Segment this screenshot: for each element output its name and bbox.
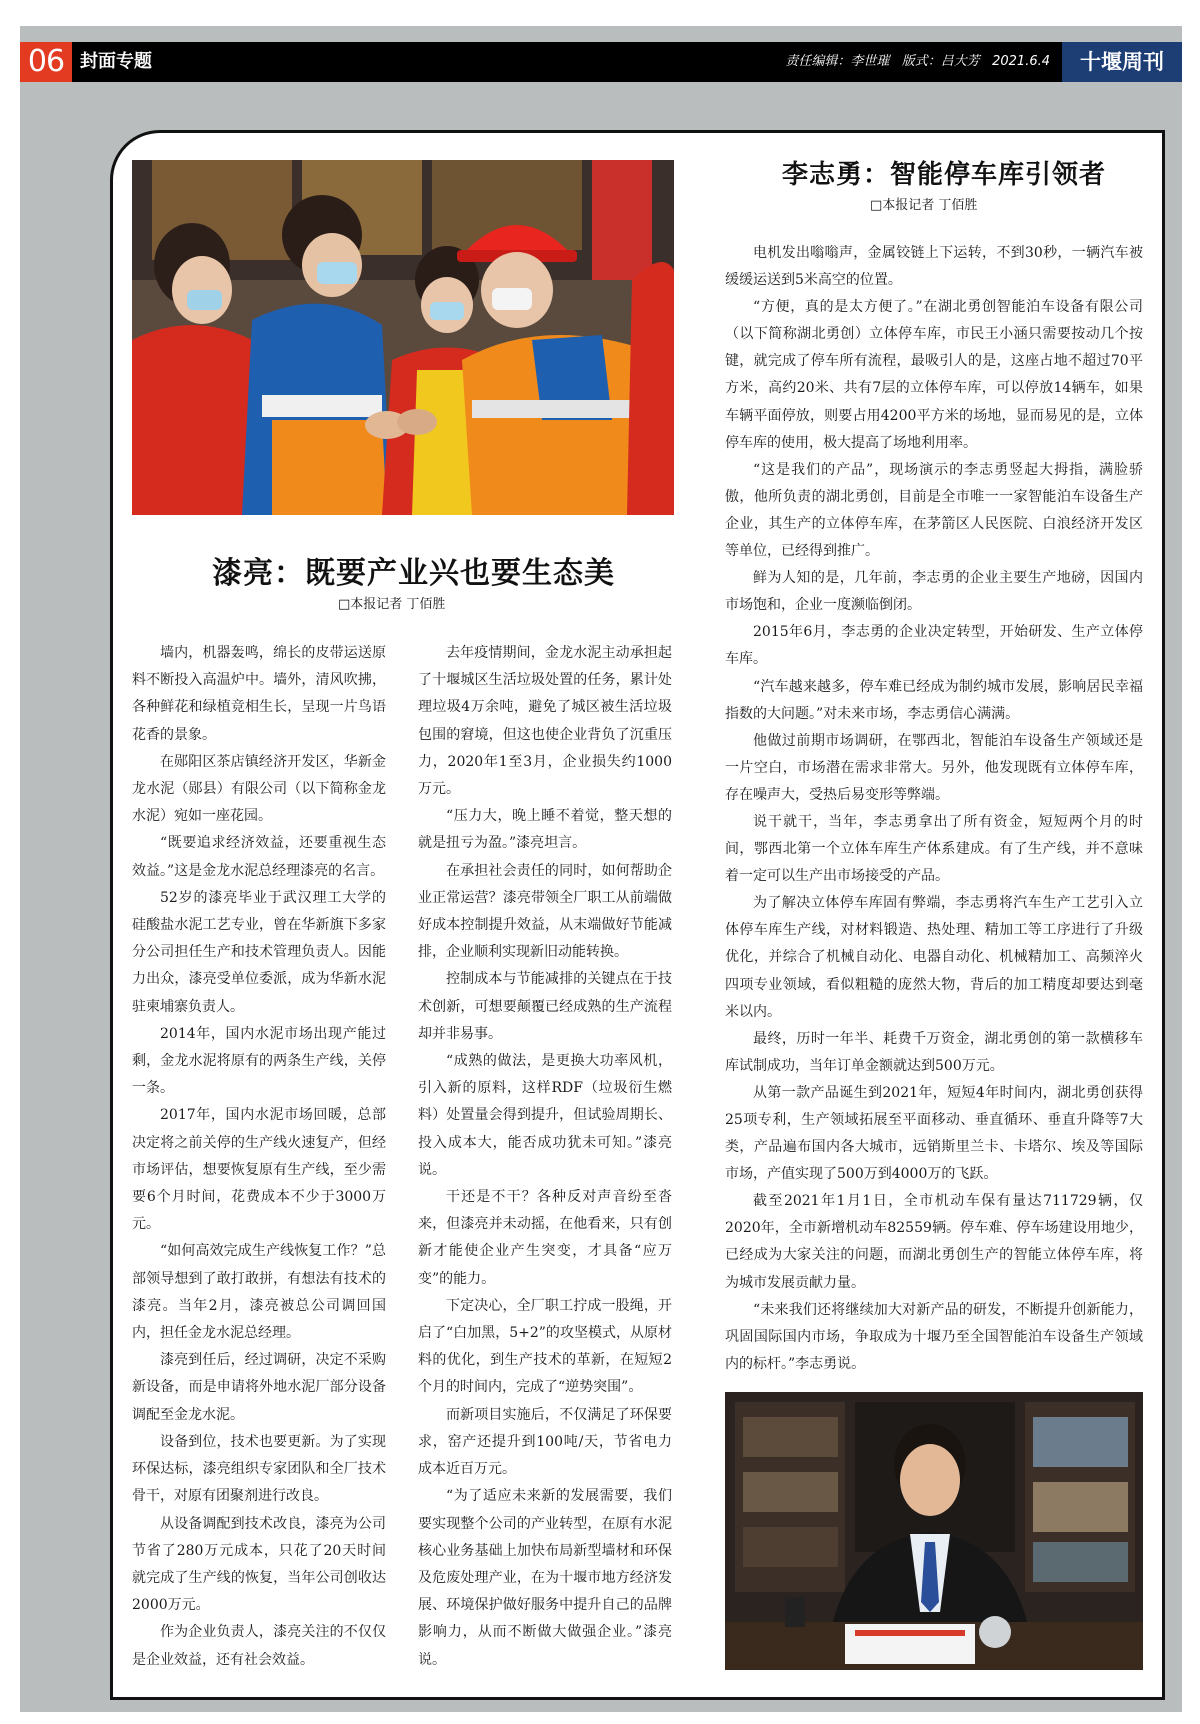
article1-paragraph: 2017年，国内水泥市场回暖，总部决定将之前关停的生产线火速复产，但经市场评估，想要恢复原有生产线，至少需要6个月时间，花费成本不少于3000万元。: [132, 1107, 386, 1233]
article1-paragraph: 墙内，机器轰鸣，绵长的皮带运送原料不断投入高温炉中。墙外，清风吹拂，各种鲜花和绿植竞相生长，呈现一片鸟语花香的景象。: [132, 645, 386, 743]
article2-paragraph: 鲜为人知的是，几年前，李志勇的企业主要生产地磅，因国内市场饱和，企业一度濒临倒闭。: [725, 570, 1143, 614]
article2-paragraph: “汽车越来越多，停车难已经成为制约城市发展，影响居民幸福指数的大问题。”对未来市场，李志勇信心满满。: [725, 678, 1143, 722]
article1-paragraph: “如何高效完成生产线恢复工作？”总部领导想到了敢打敢拼，有想法有技术的漆亮。当年2月，漆亮被总公司调回国内，担任金龙水泥总经理。: [132, 1243, 386, 1342]
article2-paragraph: 从第一款产品诞生到2021年，短短4年时间内，湖北勇创获得25项专利，生产领域拓展至平面移动、垂直循环、垂直升降等7大类，产品遍布国内各大城市，远销斯里兰卡、卡塔尔、埃及等国际市场，产值实现了500万到4000万的飞跃。: [725, 1084, 1143, 1183]
article1-paragraph: 而新项目实施后，不仅满足了环保要求，窑产还提升到100吨/天，节省电力成本近百万元。: [418, 1406, 672, 1478]
article1-paragraph: 控制成本与节能减排的关键点在于技术创新，可想要颠覆已经成熟的生产流程却并非易事。: [418, 971, 672, 1042]
article2-title: 李志勇：智能停车库引领者: [782, 160, 1107, 190]
article2-paragraph: “未来我们还将继续加大对新产品的研发，不断提升创新能力，巩固国际国内市场，争取成为十堰乃至全国智能泊车设备生产领域内的标杆。”李志勇说。: [725, 1301, 1143, 1372]
masthead-logo: 十堰周刊: [1062, 42, 1182, 82]
article1-paragraph: “既要追求经济效益，还要重视生态效益。”这是金龙水泥总经理漆亮的名言。: [132, 835, 386, 879]
article1-paragraph: “成熟的做法，是更换大功率风机，引入新的原料，这样RDF（垃圾衍生燃料）处置量会得到提升，但试验周期长、投入成本大，能否成功犹未可知。”漆亮说。: [418, 1053, 672, 1178]
article1-title: 漆亮：既要产业兴也要生态美: [212, 556, 615, 591]
article1-paragraph: 在承担社会责任的同时，如何帮助企业正常运营？漆亮带领全厂职工从前端做好成本控制提升效益，从末端做好节能减排，企业顺利实现新旧动能转换。: [418, 862, 672, 961]
article2-paragraph: 最终，历时一年半、耗费千万资金，湖北勇创的第一款横移车库试制成功，当年订单金额就达到500万元。: [725, 1030, 1143, 1074]
article2-paragraph: 他做过前期市场调研，在鄂西北，智能泊车设备生产领域还是一片空白，市场潜在需求非常大。另外，他发现既有立体停车库，存在噪声大，受热后易变形等弊端。: [725, 732, 1143, 803]
article2-photo: [725, 1392, 1143, 1670]
article1-column-2: [418, 640, 672, 1670]
article2-paragraph: 电机发出嗡嗡声，金属铰链上下运转，不到30秒，一辆汽车被缓缓运送到5米高空的位置。: [725, 245, 1143, 289]
article2-paragraph: 说干就干，当年，李志勇拿出了所有资金，短短两个月的时间，鄂西北第一个立体车库生产体系建成。有了生产线，并不意味着一定可以生产出市场接受的产品。: [725, 813, 1143, 885]
article1-paragraph: 从设备调配到技术改良，漆亮为公司节省了280万元成本，只花了20天时间就完成了生产线的恢复，当年公司创收达2000万元。: [132, 1515, 386, 1614]
article1-paragraph: 下定决心，全厂职工拧成一股绳，开启了“白加黑，5+2”的攻坚模式，从原材料的优化，到生产技术的革新，在短短2个月的时间内，完成了“逆势突围”。: [418, 1297, 672, 1396]
page-number: 06: [20, 42, 72, 82]
article2-paragraph: “这是我们的产品”，现场演示的李志勇竖起大拇指，满脸骄傲，他所负责的湖北勇创，目前是全市唯一一家智能泊车设备生产企业，其生产的立体停车库，在茅箭区人民医院、白浪经济开发区等单位，已经得到推广。: [725, 461, 1143, 560]
article1-paragraph: “压力大，晚上睡不着觉，整天想的就是扭亏为盈。”漆亮坦言。: [418, 808, 672, 852]
article1-paragraph: “为了适应未来新的发展需要，我们要实现整个公司的产业转型，在原有水泥核心业务基础上加快布局新型墙材和环保及危废处理产业，在为十堰市地方经济发展、环境保护做好服务中提升自己的品牌影响力，从而不断做大做强企业。”漆亮说。: [418, 1488, 672, 1668]
article2-column: [725, 240, 1143, 1380]
article2-paragraph: 为了解决立体停车库固有弊端，李志勇将汽车生产工艺引入立体停车库生产线，对材料锻造、热处理、精加工等工序进行了升级优化，并综合了机械自动化、电器自动化、机械精加工、高频淬火四项专业领域，看似粗糙的庞然大物，背后的加工精度却要达到毫米以内。: [725, 895, 1143, 1020]
article2-paragraph: 2015年6月，李志勇的企业决定转型，开始研发、生产立体停车库。: [725, 624, 1143, 668]
article2-paragraph: 截至2021年1月1日，全市机动车保有量达711729辆，仅2020年，全市新增机动车82559辆。停车难、停车场建设用地少，已经成为大家关注的问题，而湖北勇创生产的智能立体停车库，将为城市发展贡献力量。: [725, 1193, 1143, 1291]
article1-byline: □本报记者 丁佰胜: [338, 597, 446, 612]
article1-paragraph: 漆亮到任后，经过调研，决定不采购新设备，而是申请将外地水泥厂部分设备调配至金龙水泥。: [132, 1352, 386, 1423]
article1-paragraph: 2014年，国内水泥市场出现产能过剩，金龙水泥将原有的两条生产线，关停一条。: [132, 1025, 386, 1097]
article1-paragraph: 作为企业负责人，漆亮关注的不仅仅是企业效益，还有社会效益。: [132, 1624, 386, 1668]
article1-paragraph: 去年疫情期间，金龙水泥主动承担起了十堰城区生活垃圾处置的任务，累计处理垃圾4万余吨，避免了城区被生活垃圾包围的窘境，但这也使企业背负了沉重压力，2020年1至3月，企业损失约1000万元。: [418, 645, 672, 798]
article1-column-1: [132, 640, 386, 1670]
article1-paragraph: 52岁的漆亮毕业于武汉理工大学的硅酸盐水泥工艺专业，曾在华新旗下多家分公司担任生产和技术管理负责人。因能力出众，漆亮受单位委派，成为华新水泥驻柬埔寨负责人。: [132, 889, 386, 1015]
article2-paragraph: “方便，真的是太方便了。”在湖北勇创智能泊车设备有限公司（以下简称湖北勇创）立体停车库，市民王小涵只需要按动几个按键，就完成了停车所有流程，最吸引人的是，这座占地不超过70平方米，高约20米、共有7层的立体停车库，可以停放14辆车，如果车辆平面停放，则要占用4200平方米的场地，显而易见的是，立体停车库的使用，极大提高了场地利用率。: [725, 299, 1143, 451]
page-header: [20, 42, 1182, 82]
article2-byline: □本报记者 丁佰胜: [870, 198, 978, 213]
editor-credits: 责任编辑：李世璀 版式：吕大芳 2021.6.4: [785, 54, 1050, 69]
section-title: 封面专题: [80, 51, 152, 72]
article1-photo: [132, 160, 674, 515]
article1-paragraph: 干还是不干？各种反对声音纷至沓来，但漆亮并未动摇，在他看来，只有创新才能使企业产生突变，才具备“应万变”的能力。: [418, 1189, 672, 1287]
article1-paragraph: 设备到位，技术也要更新。为了实现环保达标，漆亮组织专家团队和全厂技术骨干，对原有团聚剂进行改良。: [132, 1433, 386, 1505]
article1-paragraph: 在郧阳区茶店镇经济开发区，华新金龙水泥（郧县）有限公司（以下简称金龙水泥）宛如一座花园。: [132, 753, 386, 825]
